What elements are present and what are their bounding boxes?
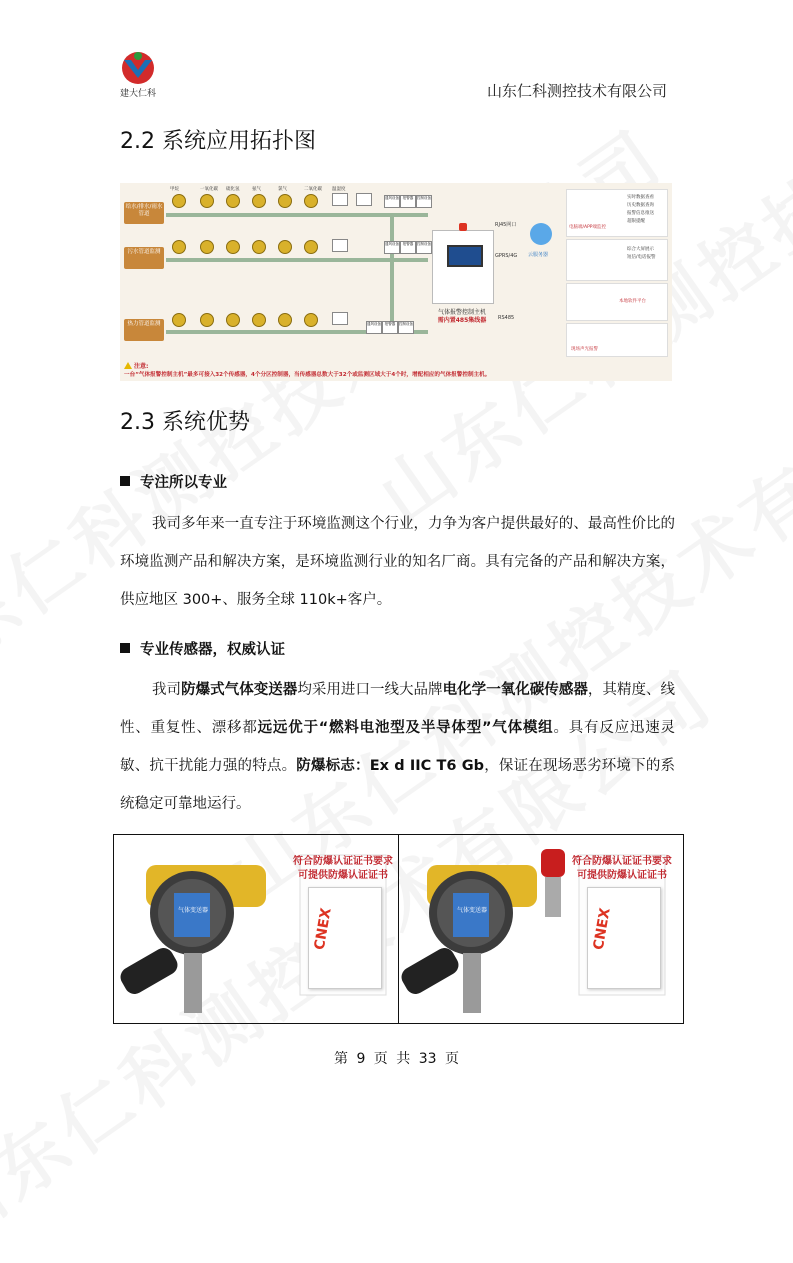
sensor-icon [278,194,292,208]
product-photo-table [113,834,684,1024]
company-name: 山东仁科测控技术有限公司 [486,82,667,100]
cloud-label: 云服务器 [528,252,549,258]
cert-notice: 符合防爆认证证书要求 可提供防爆认证证书 [572,856,672,881]
pipe [390,213,394,333]
advantage-paragraph: 我司防爆式气体变送器均采用进口一线大品牌电化学一氧化碳传感器，其精度、线性、重复性、漂移都远远优于“燃料电池型及半导体型”气体模组。具有反应迅速灵敏、抗干扰能力强的特点。防爆标志：Ex d IIC T6 Gb，保证在现场恶劣环境下的系统稳定可靠地运行。 [120,682,676,812]
sensor-icon [172,194,186,208]
cloud-icon [530,223,552,245]
sensor-icon [172,313,186,327]
pipe [166,213,428,217]
control-box: 通风设备 [366,321,382,334]
sensor-label: 甲烷 [170,187,179,192]
sensor-icon [332,193,348,206]
comm-label: GPRS/4G [495,253,518,259]
comm-label: RS485 [498,315,515,321]
product-photo [114,835,398,1023]
product-photo [398,835,683,1023]
sensor-icon [226,313,240,327]
sensor-icon [252,313,266,327]
control-box: 通风设备 [384,195,400,208]
cert-brand: CNEX [590,906,614,952]
logo-text: 建大仁科 [119,89,156,99]
sensor-icon [278,240,292,254]
sensor-icon [252,194,266,208]
control-box: 控制设备 [398,321,414,334]
control-box: 报警器 [400,241,416,254]
sensor-icon [304,313,318,327]
device-screen-text: 气体变送器 [178,907,209,914]
page-number: 第 9 页 共 33 页 [334,1051,459,1067]
sensor-label: 二氧化碳 [304,187,322,192]
control-box: 控制设备 [416,241,432,254]
sensor-icon [332,239,348,252]
bullet-square-icon [120,643,130,653]
zone-label: 给水/排水/雨水管道 [124,202,164,224]
device-screen-text: 气体变送器 [457,907,488,914]
comm-label: RJ45网口 [495,222,517,228]
advantage-heading: 专业传感器，权威认证 [120,638,285,659]
pipe [166,258,428,262]
host-sublabel: 需内置485集线器 [437,317,487,324]
software-panel: 本地软件平台 [566,283,668,321]
sensor-label: 硫化氢 [226,187,240,192]
control-box [356,193,372,206]
sensor-icon [200,240,214,254]
zone-label: 污水管道监测 [124,247,164,269]
sensor-icon [252,240,266,254]
sensor-icon [200,194,214,208]
control-box: 通风设备 [384,241,400,254]
sensor-icon [304,240,318,254]
sensor-icon [226,194,240,208]
control-box: 控制设备 [416,195,432,208]
sensor-icon [278,313,292,327]
sensor-icon [332,312,348,325]
host-label: 气体报警控制主机 [437,309,486,316]
control-box: 报警器 [400,195,416,208]
monitor-panel: 电脑端/APP端监控 实时数据查看 历史数据查询 报警信息推送 超限提醒 [566,189,668,237]
control-box: 报警器 [382,321,398,334]
sensor-label: 一氧化碳 [200,187,218,192]
bullet-square-icon [120,476,130,486]
section-title: 2.2 系统应用拓扑图 [120,129,316,154]
sensor-label: 氯气 [278,187,287,192]
warning-icon [124,362,132,369]
advantage-heading: 专注所以专业 [120,471,227,492]
onsite-panel: 现场声光报警 [566,323,668,357]
advantage-paragraph: 我司多年来一直专注于环境监测这个行业，力争为客户提供最好的、最高性价比的环境监测产品和解决方案，是环境监测行业的知名厂商。具有完备的产品和解决方案，供应地区 300+、服务全球 110k+客户。 [120,516,675,608]
cert-notice: 符合防爆认证证书要求 可提供防爆认证证书 [293,856,393,881]
sensor-icon [172,240,186,254]
topology-diagram [120,183,672,381]
sensor-label: 氨气 [252,187,261,192]
host-device [432,230,494,304]
cert-brand: CNEX [311,906,335,952]
note-title: 注意: [124,361,148,370]
section-title: 2.3 系统优势 [120,410,250,435]
alarm-panel: 综合大屏展示 短信/电话报警 [566,239,668,281]
note-text: 一台“气体报警控制主机”最多可接入32个传感器，4个分区控制器，当传感器总数大于32个或监测区域大于4个时，增配相应的气体报警控制主机。 [124,372,491,378]
sensor-label: 温湿度 [332,187,346,192]
sensor-icon [304,194,318,208]
sensor-icon [226,240,240,254]
sensor-icon [200,313,214,327]
zone-label: 热力管道监测 [124,319,164,341]
